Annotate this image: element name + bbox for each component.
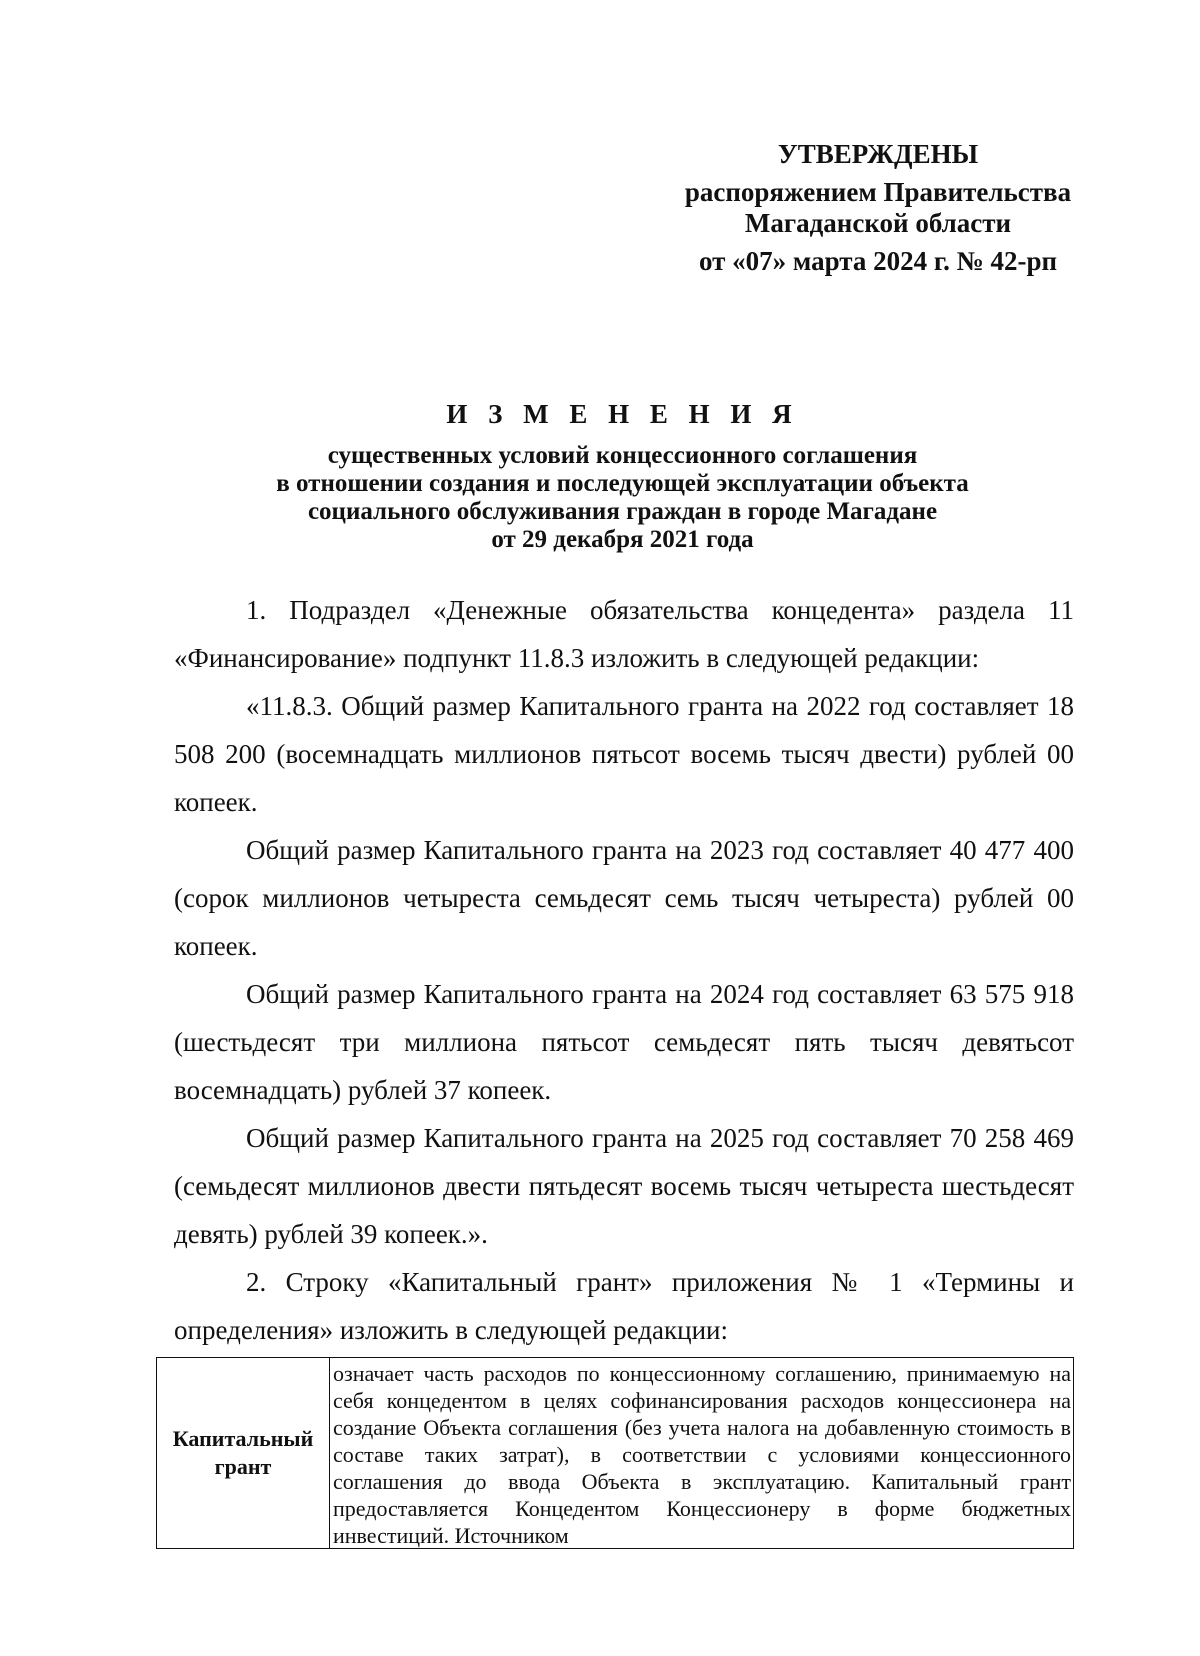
approval-authority-line-1: распоряжением Правительства — [684, 177, 1072, 207]
subtitle-line: от 29 декабря 2021 года — [491, 526, 754, 553]
document-subtitle — [175, 442, 1070, 554]
approval-date: от «07» марта 2024 г. № 42-рп — [698, 246, 1058, 276]
document-title: И З М Е Н Е Н И Я — [446, 399, 799, 429]
definition-text: означает часть расходов по концессионному соглашению, принимаемую на себя концедентом в целях софинансирования расходов концессионера на создание Объекта соглашения (без учета налога на добавленную стоимость в составе таких затрат), в соответствии с условиями концессионного соглашения до ввода Объекта в эксплуатацию. Капитальный грант предоставляется Концедентом Концессионеру в форме бюджетных инвестиций. Источником — [333, 1361, 1071, 1548]
subtitle-line: социального обслуживания граждан в городе Магадане — [307, 498, 938, 525]
definition-table — [156, 1357, 1074, 1549]
approval-stamp: УТВЕРЖДЕНЫ — [777, 139, 979, 169]
subtitle-line: существенных условий концессионного соглашения — [327, 442, 918, 469]
body-paragraph: Общий размер Капитального гранта на 2025 год составляет 70 258 469 (семьдесят миллионов двести пятьдесят восемь тысяч четыреста шестьдесят девять) рублей 39 копеек.». — [174, 1123, 1074, 1249]
body-paragraph: «11.8.3. Общий размер Капитального гранта на 2022 год составляет 18 508 200 (восемнадцать миллионов пятьсот восемь тысяч двести) рублей 00 копеек. — [174, 691, 1074, 817]
body-paragraph: 1. Подраздел «Денежные обязательства концедента» раздела 11 «Финансирование» подпункт 11.8.3 изложить в следующей редакции: — [174, 595, 1074, 673]
approval-authority-line-2: Магаданской области — [744, 208, 1012, 238]
table-row — [157, 1358, 1074, 1549]
body-paragraph: 2. Строку «Капитальный грант» приложения № 1 «Термины и определения» изложить в следующей редакции: — [174, 1267, 1074, 1345]
body-paragraph: Общий размер Капитального гранта на 2023 год составляет 40 477 400 (сорок миллионов четыреста семьдесят семь тысяч четыреста) рублей 00 копеек. — [174, 835, 1074, 961]
body-paragraph: Общий размер Капитального гранта на 2024 год составляет 63 575 918 (шестьдесят три миллиона пятьсот семьдесят пять тысяч девятьсот восемнадцать) рублей 37 копеек. — [174, 979, 1074, 1105]
definition-cell — [330, 1358, 1074, 1549]
document-body — [174, 586, 1074, 1354]
term-cell: Капитальный грант — [157, 1358, 330, 1549]
subtitle-line: в отношении создания и последующей эксплуатации объекта — [276, 470, 969, 497]
